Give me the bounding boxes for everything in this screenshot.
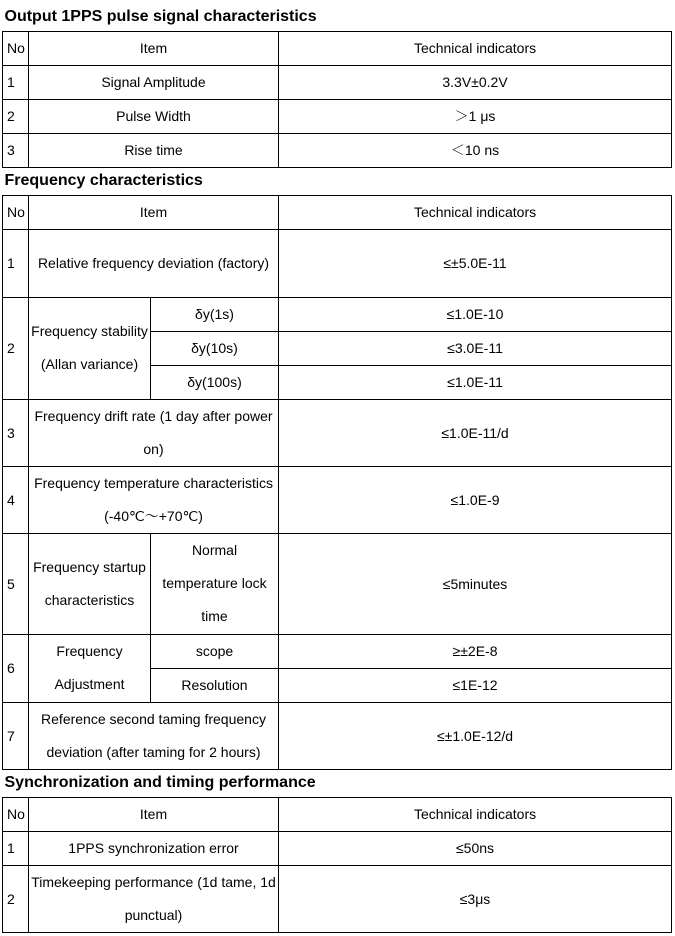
table-row	[3, 297, 672, 331]
table-row	[3, 702, 672, 769]
col-header-value: Technical indicators	[279, 31, 672, 65]
row-item: Signal Amplitude	[29, 65, 279, 99]
row-value: ＞1 μs	[279, 99, 672, 133]
row-item-text: Timekeeping performance (1d tame, 1d punctual)	[31, 873, 276, 923]
row-no: 2	[3, 99, 29, 133]
row-value: 3.3V±0.2V	[279, 65, 672, 99]
row-no: 4	[3, 466, 29, 533]
row-subitem: δy(10s)	[151, 331, 279, 365]
row-no: 1	[3, 831, 29, 865]
row-no: 1	[3, 65, 29, 99]
table-row	[3, 133, 672, 167]
row-item	[29, 634, 151, 702]
col-header-no: No	[3, 31, 29, 65]
row-no: 6	[3, 634, 29, 702]
row-value: ≤1.0E-9	[279, 466, 672, 533]
row-item	[29, 702, 279, 769]
row-value: ≤5minutes	[279, 533, 672, 634]
row-no: 3	[3, 133, 29, 167]
row-value: ≤3.0E-11	[279, 331, 672, 365]
section-title: Synchronization and timing performance	[3, 769, 672, 797]
row-subitem: scope	[151, 634, 279, 668]
row-subitem	[151, 533, 279, 634]
row-item: Pulse Width	[29, 99, 279, 133]
row-item-text: Frequency stability (Allan variance)	[31, 323, 148, 372]
table-row	[3, 533, 672, 634]
row-item-text: Relative frequency deviation (factory)	[37, 254, 270, 271]
row-item-text: Frequency startup characteristics	[33, 558, 146, 608]
row-item: Rise time	[29, 133, 279, 167]
table-row	[3, 229, 672, 297]
row-value: ≤1.0E-11	[279, 365, 672, 399]
row-no: 1	[3, 229, 29, 297]
row-item-text: Frequency Adjustment	[54, 643, 125, 692]
section-title: Frequency characteristics	[3, 167, 672, 195]
row-subitem: Resolution	[151, 668, 279, 702]
row-value: ≤±1.0E-12/d	[279, 702, 672, 769]
row-value: ≥±2E-8	[279, 634, 672, 668]
table-row	[3, 99, 672, 133]
table-row	[3, 865, 672, 932]
row-item-text: Frequency drift rate (1 day after power on)	[34, 407, 273, 457]
row-item	[29, 533, 151, 634]
row-no: 3	[3, 399, 29, 466]
row-value: ≤1.0E-10	[279, 297, 672, 331]
col-header-item: Item	[29, 31, 279, 65]
row-item	[29, 229, 279, 297]
col-header-item: Item	[29, 195, 279, 229]
row-item	[29, 297, 151, 399]
row-value: ≤1E-12	[279, 668, 672, 702]
col-header-value: Technical indicators	[279, 797, 672, 831]
table-row	[3, 65, 672, 99]
row-subitem: δy(1s)	[151, 297, 279, 331]
col-header-value: Technical indicators	[279, 195, 672, 229]
row-no: 5	[3, 533, 29, 634]
col-header-no: No	[3, 195, 29, 229]
col-header-item: Item	[29, 797, 279, 831]
table-row	[3, 466, 672, 533]
row-subitem: δy(100s)	[151, 365, 279, 399]
row-item-text: Reference second taming frequency deviation (after taming for 2 hours)	[41, 710, 266, 760]
spec-table	[2, 3, 672, 933]
row-item: 1PPS synchronization error	[29, 831, 279, 865]
table-row	[3, 399, 672, 466]
row-item	[29, 466, 279, 533]
row-no: 7	[3, 702, 29, 769]
row-no: 2	[3, 865, 29, 932]
row-no: 2	[3, 297, 29, 399]
row-value: ≤3μs	[279, 865, 672, 932]
row-item	[29, 399, 279, 466]
col-header-no: No	[3, 797, 29, 831]
row-value: ≤50ns	[279, 831, 672, 865]
row-item-text: Frequency temperature characteristics (-40℃～+70℃)	[34, 474, 273, 524]
row-value: ≤1.0E-11/d	[279, 399, 672, 466]
row-item	[29, 865, 279, 932]
row-value: ≤±5.0E-11	[279, 229, 672, 297]
row-subitem-text: Normal temperature lock time	[162, 542, 267, 624]
row-value: ＜10 ns	[279, 133, 672, 167]
table-row	[3, 634, 672, 668]
section-title: Output 1PPS pulse signal characteristics	[3, 3, 672, 31]
table-row	[3, 831, 672, 865]
